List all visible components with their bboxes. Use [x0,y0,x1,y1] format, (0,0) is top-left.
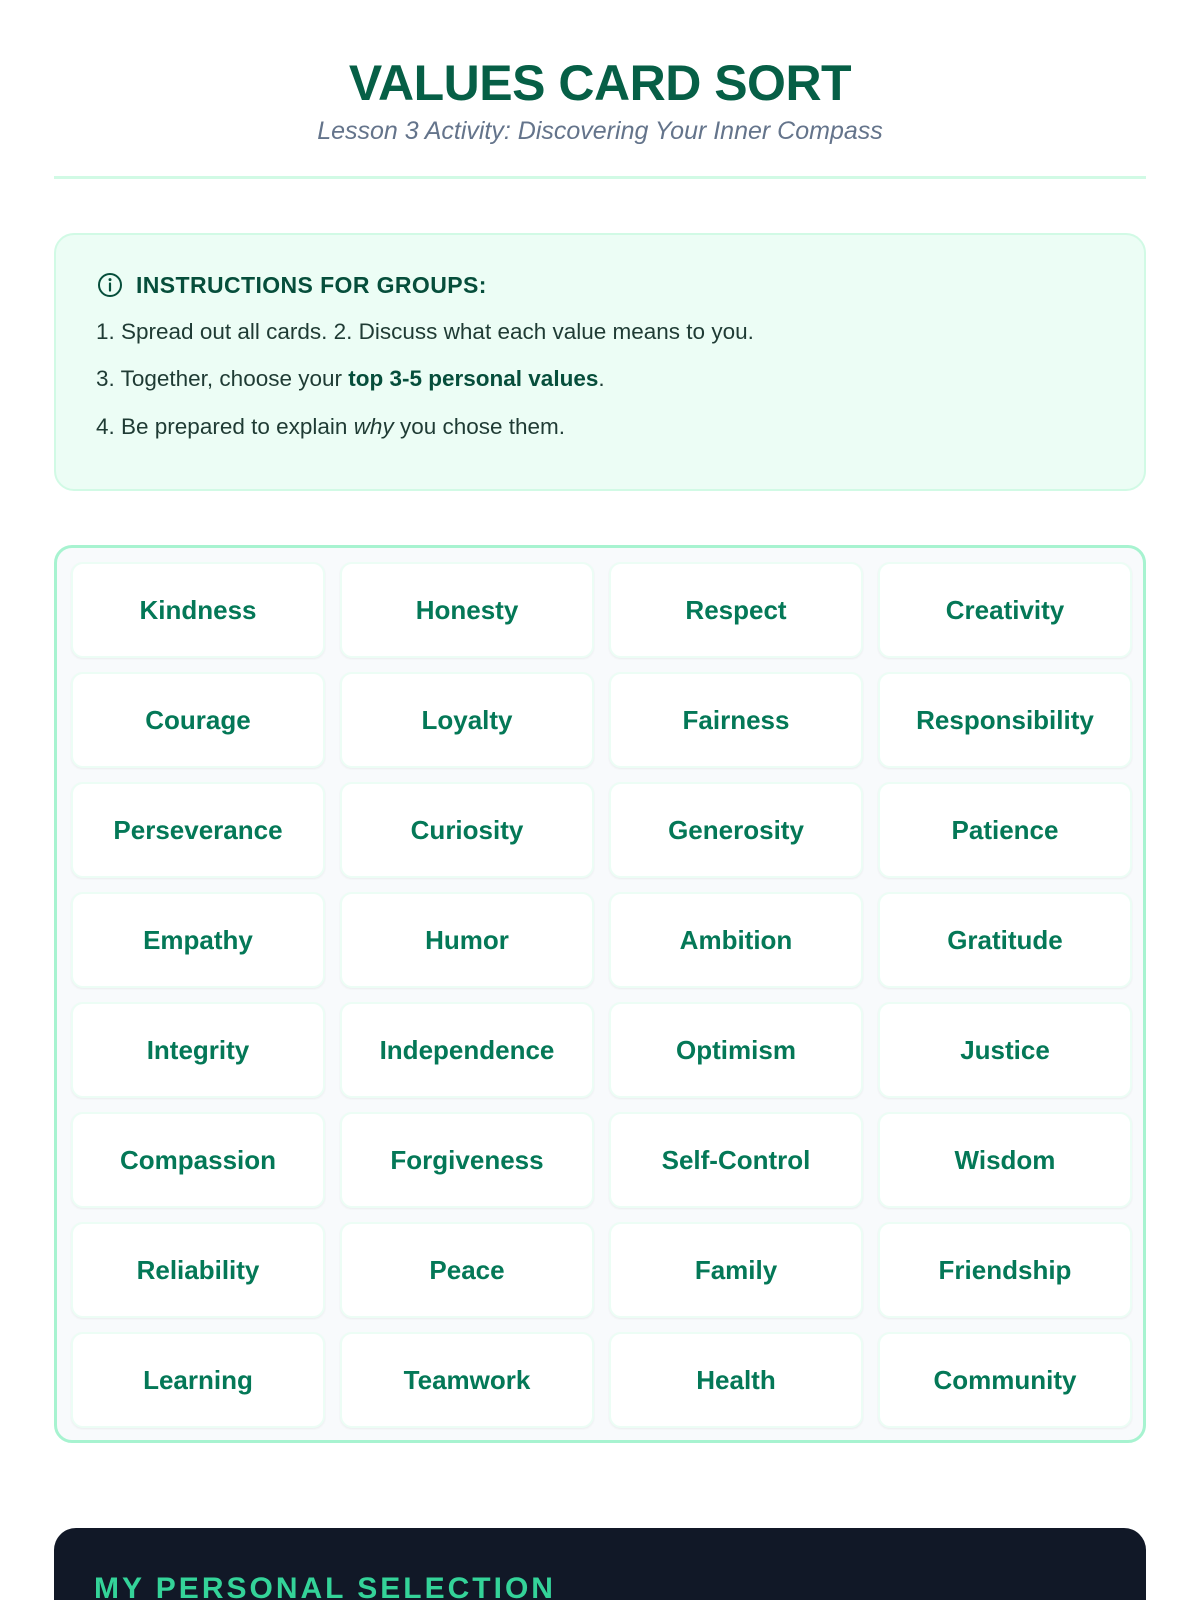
value-card-health[interactable]: Health [609,1332,863,1428]
value-card-humor[interactable]: Humor [340,892,594,988]
instruction-line-3-end: you chose them. [393,413,566,439]
value-card-friendship[interactable]: Friendship [878,1222,1132,1318]
info-icon [96,271,124,299]
page-subtitle: Lesson 3 Activity: Discovering Your Inner Compass [317,117,883,145]
value-card-loyalty[interactable]: Loyalty [340,672,594,768]
personal-selection-title: MY PERSONAL SELECTION [94,1572,556,1600]
value-card-responsibility[interactable]: Responsibility [878,672,1132,768]
value-card-family[interactable]: Family [609,1222,863,1318]
value-card-respect[interactable]: Respect [609,562,863,658]
value-card-peace[interactable]: Peace [340,1222,594,1318]
value-card-wisdom[interactable]: Wisdom [878,1112,1132,1208]
value-card-reliability[interactable]: Reliability [71,1222,325,1318]
value-card-patience[interactable]: Patience [878,782,1132,878]
value-card-generosity[interactable]: Generosity [609,782,863,878]
value-cards-board [54,545,1146,1443]
instruction-line-1: 1. Spread out all cards. 2. Discuss what each value means to you. [96,319,754,344]
value-card-honesty[interactable]: Honesty [340,562,594,658]
instruction-line-3-start: 4. Be prepared to explain [96,413,354,439]
value-card-justice[interactable]: Justice [878,1002,1132,1098]
value-card-community[interactable]: Community [878,1332,1132,1428]
instructions-heading: INSTRUCTIONS FOR GROUPS: [136,271,487,298]
value-card-compassion[interactable]: Compassion [71,1112,325,1208]
value-cards-grid [71,562,1129,1428]
instruction-line-2-start: 3. Together, choose your [96,366,349,392]
instruction-line-2-emphasis: top 3-5 personal values [348,366,599,392]
instructions-heading-row [96,271,1104,299]
value-card-curiosity[interactable]: Curiosity [340,782,594,878]
value-card-forgiveness[interactable]: Forgiveness [340,1112,594,1208]
value-card-learning[interactable]: Learning [71,1332,325,1428]
value-card-gratitude[interactable]: Gratitude [878,892,1132,988]
instruction-line-2 [96,364,1104,393]
instruction-line-2-end: . [598,366,605,392]
value-card-ambition[interactable]: Ambition [609,892,863,988]
value-card-creativity[interactable]: Creativity [878,562,1132,658]
personal-selection-panel [54,1528,1146,1600]
value-card-integrity[interactable]: Integrity [71,1002,325,1098]
value-card-courage[interactable]: Courage [71,672,325,768]
instructions-panel [54,233,1146,491]
page-title: VALUES CARD SORT [348,55,852,111]
value-card-teamwork[interactable]: Teamwork [340,1332,594,1428]
value-card-empathy[interactable]: Empathy [71,892,325,988]
value-card-perseverance[interactable]: Perseverance [71,782,325,878]
value-card-independence[interactable]: Independence [340,1002,594,1098]
value-card-fairness[interactable]: Fairness [609,672,863,768]
header-divider [54,176,1146,179]
instruction-line-3-emphasis: why [353,413,394,439]
value-card-self-control[interactable]: Self-Control [609,1112,863,1208]
value-card-optimism[interactable]: Optimism [609,1002,863,1098]
instruction-line-3 [96,412,1104,441]
value-card-kindness[interactable]: Kindness [71,562,325,658]
